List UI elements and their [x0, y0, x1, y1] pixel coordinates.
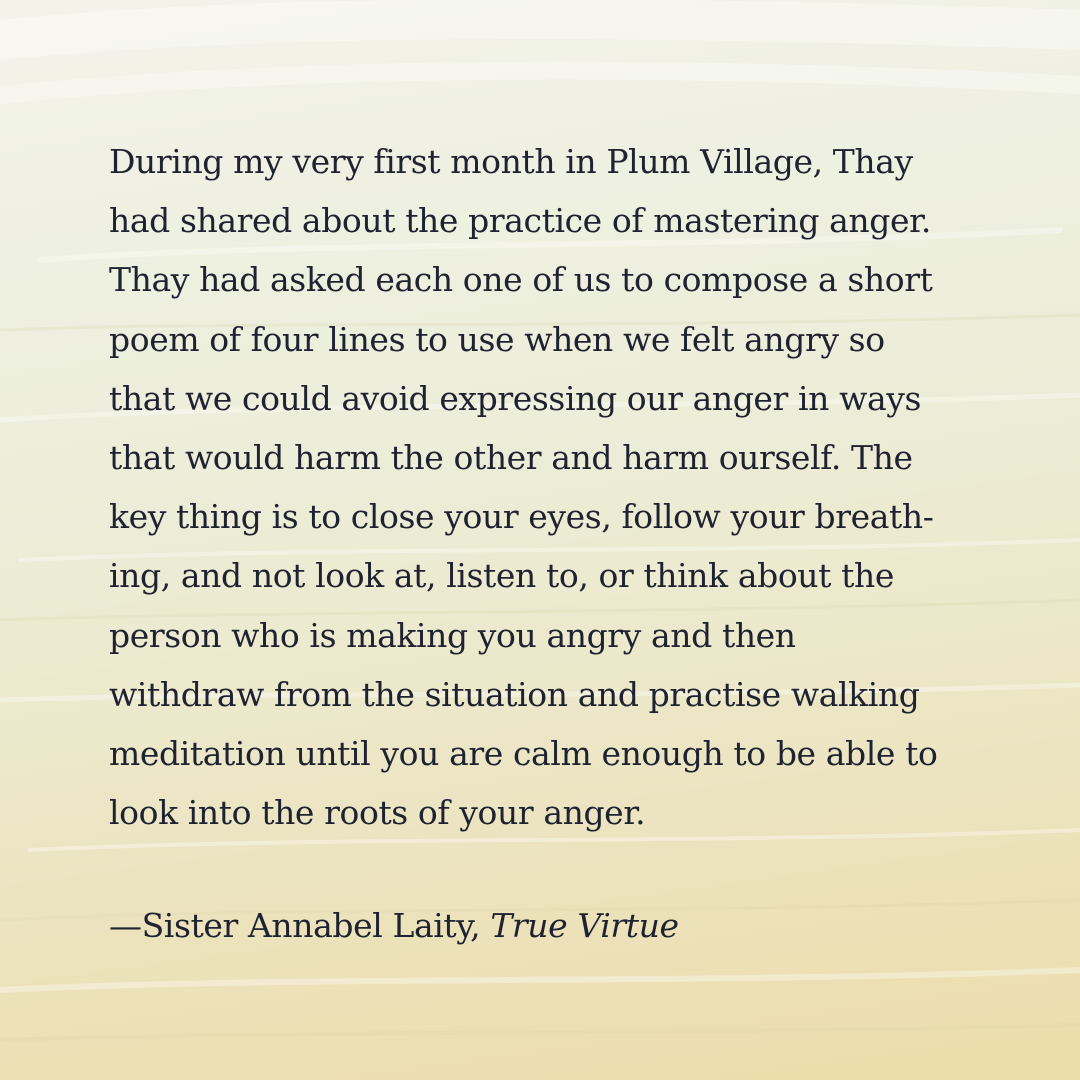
- quote-line: meditation until you are calm enough to be able to: [109, 734, 938, 774]
- quote-attribution: [109, 896, 679, 955]
- quote-line: During my very first month in Plum Village, Thay: [109, 142, 913, 181]
- quote-line: look into the roots of your anger.: [109, 793, 646, 833]
- attribution-book-title: True Virtue: [490, 906, 679, 945]
- quote-line: that we could avoid expressing our anger in ways: [109, 378, 922, 418]
- quote-line: that would harm the other and harm ourself. The: [109, 438, 913, 478]
- quote-line: ing, and not look at, listen to, or think about the: [109, 556, 894, 596]
- quote-line: withdraw from the situation and practise walking: [109, 674, 920, 714]
- quote-line: Thay had asked each one of us to compose a short: [109, 260, 933, 300]
- quote-line: poem of four lines to use when we felt angry so: [109, 319, 885, 359]
- quote-text: [109, 132, 989, 842]
- attribution-author: —Sister Annabel Laity,: [109, 906, 491, 945]
- quote-line: person who is making you angry and then: [109, 615, 796, 655]
- quote-line: key thing is to close your eyes, follow your breath-: [109, 497, 934, 537]
- quote-line: had shared about the practice of mastering anger.: [109, 201, 931, 241]
